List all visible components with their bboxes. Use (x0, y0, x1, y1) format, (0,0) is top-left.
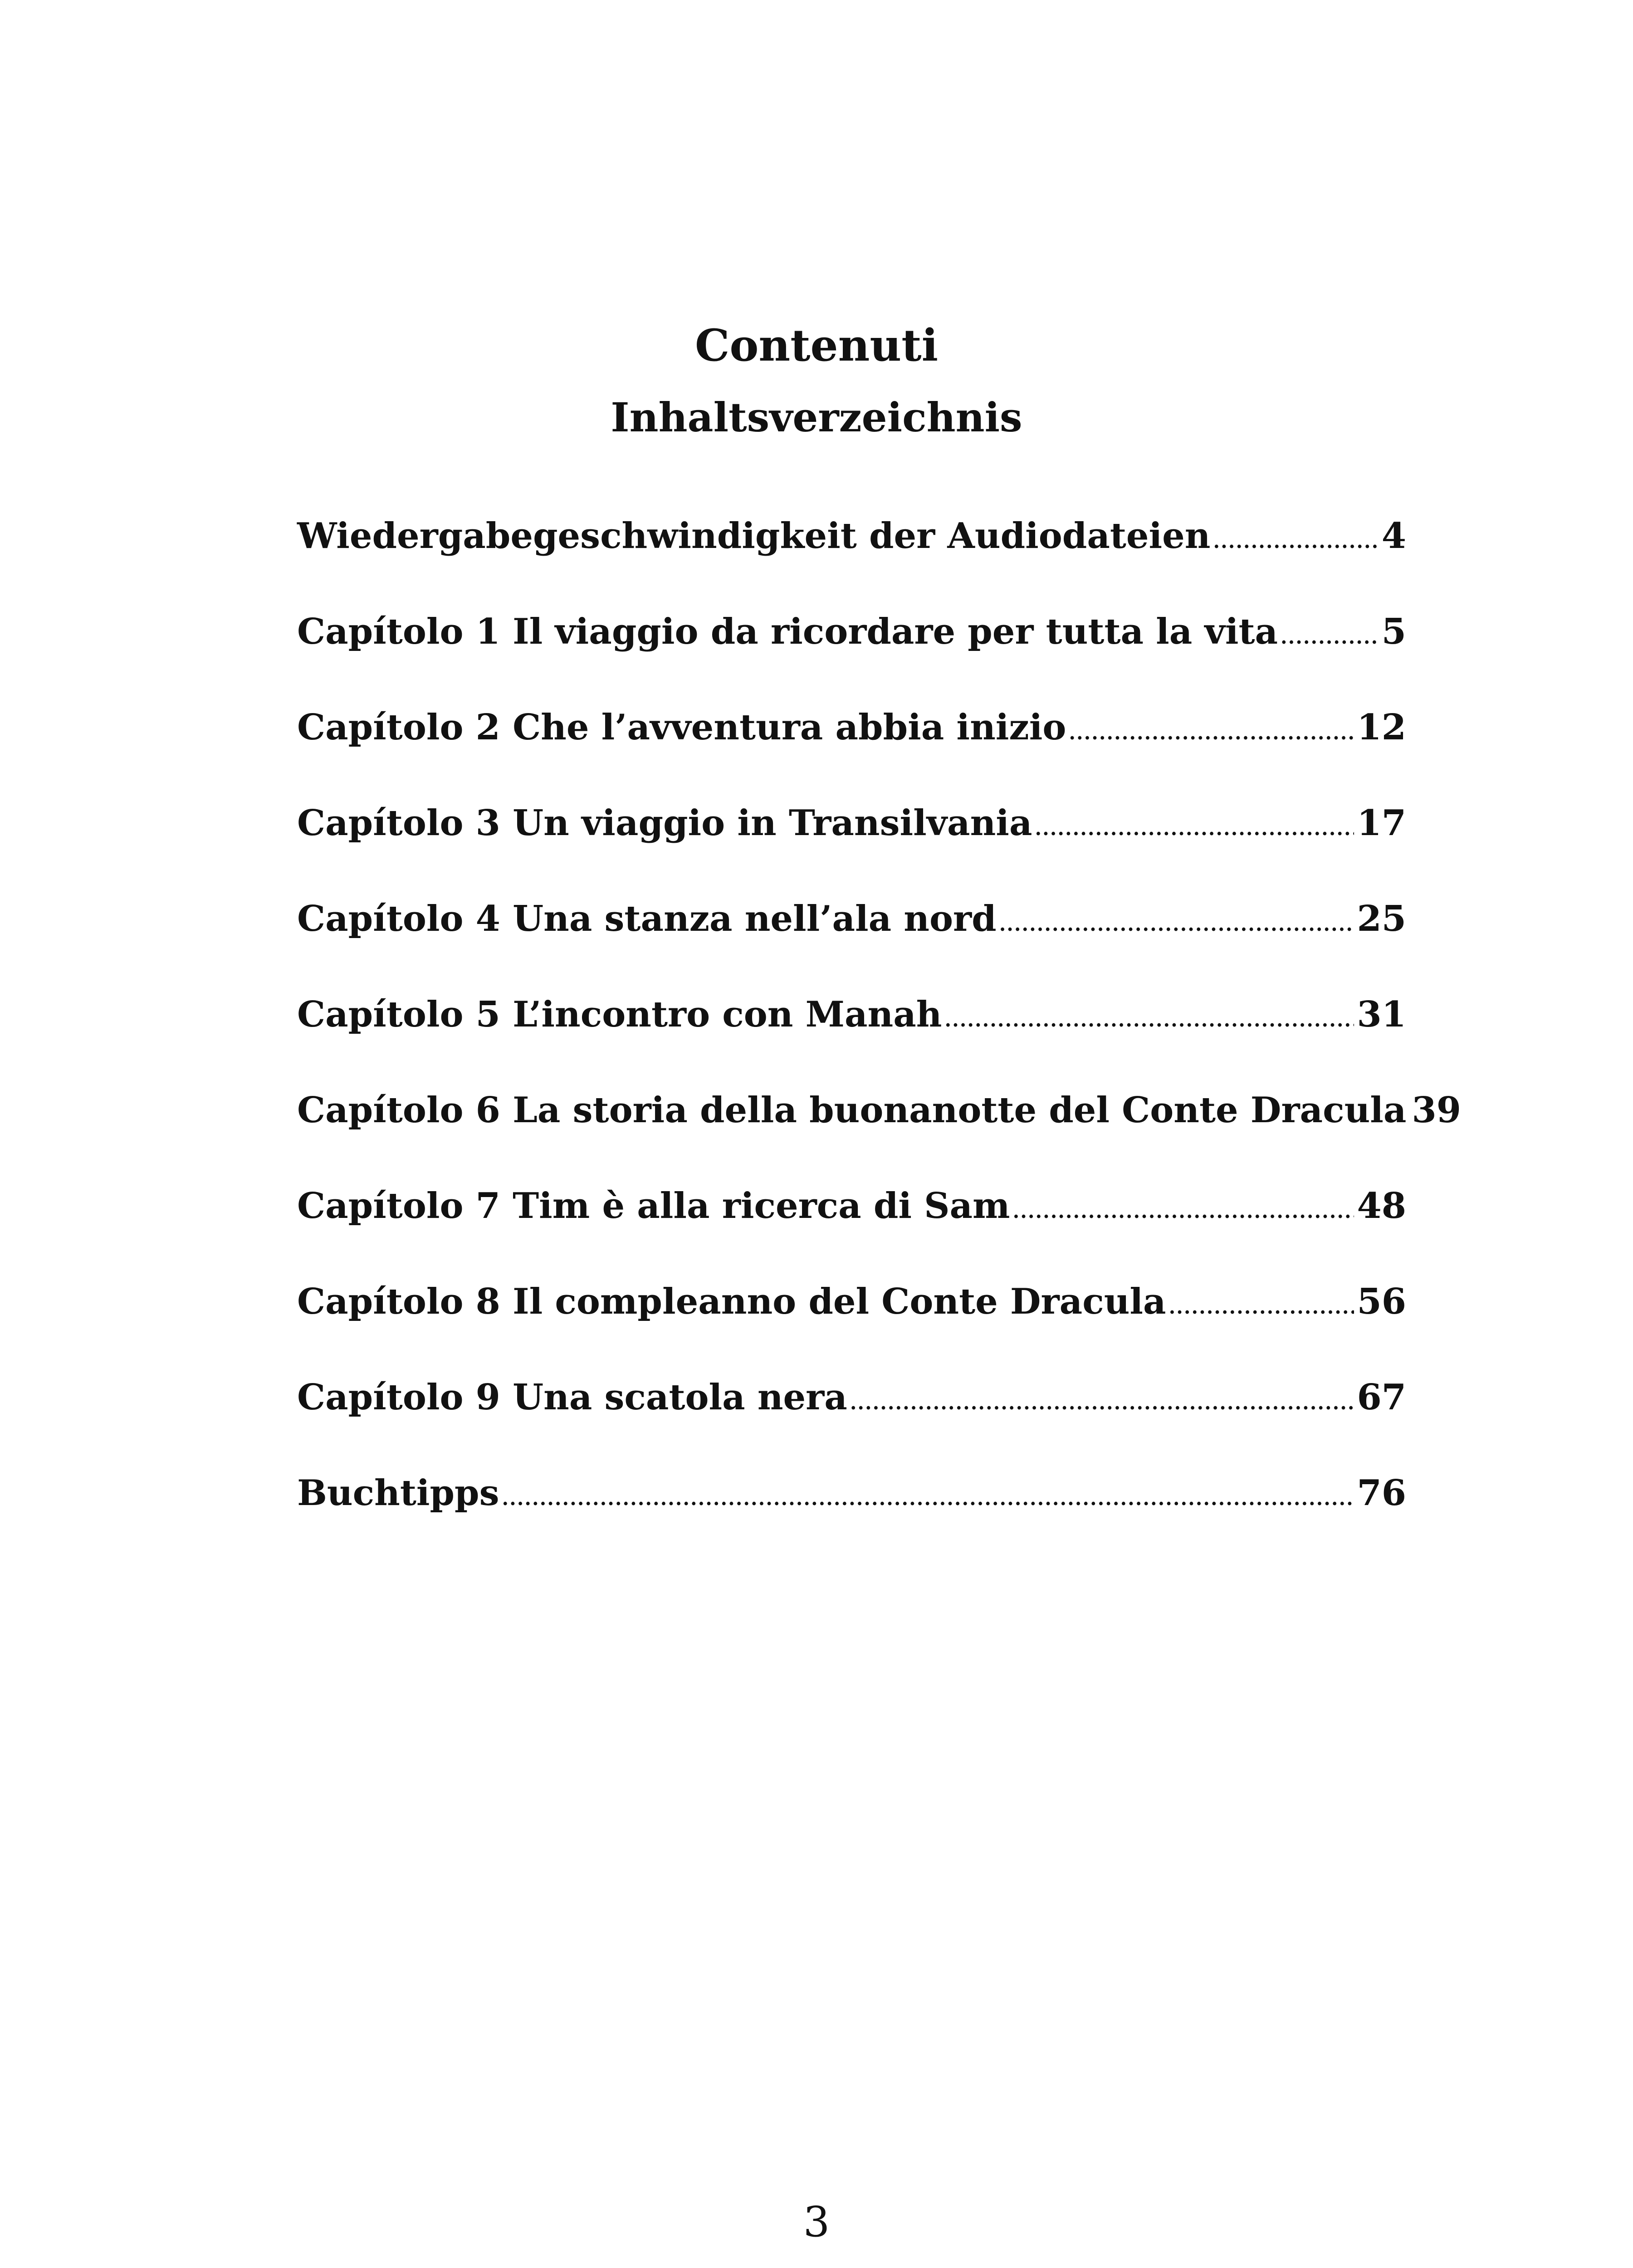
toc-entry[interactable] (297, 515, 1406, 611)
table-of-contents (297, 515, 1462, 1568)
toc-entry[interactable] (297, 993, 1406, 1089)
toc-leader-dots (502, 1489, 1354, 1508)
toc-entry-page: 12 (1357, 707, 1406, 748)
toc-entry-page: 17 (1357, 802, 1406, 844)
toc-entry-label: Capítolo 9 Una scatola nera (297, 1377, 847, 1418)
toc-entry[interactable] (297, 611, 1406, 706)
toc-leader-dots (850, 1393, 1354, 1413)
toc-entry[interactable] (297, 706, 1406, 802)
toc-leader-dots (1213, 532, 1379, 551)
toc-entry-page: 25 (1357, 898, 1406, 939)
toc-leader-dots (1013, 1202, 1354, 1221)
toc-entry-page: 67 (1357, 1377, 1406, 1418)
toc-leader-dots (1069, 723, 1354, 743)
toc-entry-page: 4 (1381, 515, 1406, 557)
toc-entry[interactable] (297, 1376, 1406, 1472)
toc-entry-label: Capítolo 1 Il viaggio da ricordare per tutta la vita (297, 611, 1278, 652)
toc-entry-label: Capítolo 3 Un viaggio in Transilvania (297, 802, 1032, 844)
page-subtitle: Inhaltsverzeichnis (611, 394, 1022, 441)
toc-entry-page: 48 (1357, 1185, 1406, 1227)
toc-entry[interactable] (297, 1281, 1406, 1376)
toc-entry-page: 39 (1412, 1090, 1462, 1131)
toc-entry-label: Capítolo 8 Il compleanno del Conte Dracula (297, 1281, 1166, 1322)
toc-leader-dots (999, 915, 1354, 934)
toc-entry[interactable] (297, 898, 1406, 993)
page-number: 3 (803, 2198, 830, 2246)
toc-entry-label: Capítolo 4 Una stanza nell’ala nord (297, 898, 997, 939)
toc-entry-label: Capítolo 2 Che l’avventura abbia inizio (297, 707, 1066, 748)
toc-leader-dots (944, 1011, 1354, 1030)
toc-entry-label: Buchtipps (297, 1472, 499, 1514)
toc-entry-label: Wiedergabegeschwindigkeit der Audiodateien (297, 515, 1211, 557)
toc-entry-page: 56 (1357, 1281, 1406, 1322)
toc-entry-page: 31 (1357, 994, 1406, 1035)
toc-entry[interactable] (297, 1089, 1462, 1185)
toc-entry-page: 5 (1381, 611, 1406, 652)
toc-entry-label: Capítolo 5 L’incontro con Manah (297, 994, 942, 1035)
toc-entry[interactable] (297, 1185, 1406, 1281)
toc-entry[interactable] (297, 1472, 1406, 1568)
toc-leader-dots (1281, 628, 1379, 647)
page-title: Contenuti (694, 320, 939, 371)
toc-entry-label: Capítolo 6 La storia della buonanotte del Conte Dracula (297, 1090, 1407, 1131)
toc-entry[interactable] (297, 802, 1406, 898)
toc-entry-label: Capítolo 7 Tim è alla ricerca di Sam (297, 1185, 1010, 1227)
toc-leader-dots (1035, 819, 1354, 838)
toc-leader-dots (1169, 1298, 1354, 1317)
toc-entry-page: 76 (1357, 1472, 1406, 1514)
bat-icon (767, 2266, 939, 2268)
